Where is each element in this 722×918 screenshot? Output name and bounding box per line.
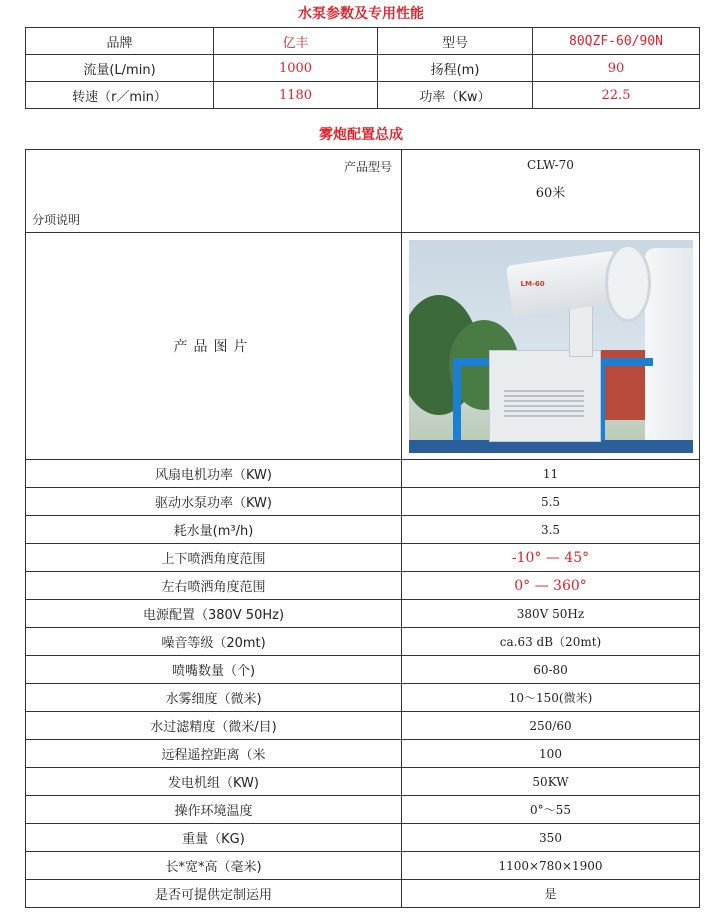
cabinet-vent <box>504 390 584 418</box>
spec-value: 0°～55 <box>402 796 700 824</box>
table-row <box>26 656 700 684</box>
image-label-cell <box>26 233 402 460</box>
table-row <box>26 824 700 852</box>
spec-label: 远程遥控距离（米 <box>26 740 402 768</box>
spec-label: 水雾细度（微米) <box>26 684 402 712</box>
head-label: 扬程(m) <box>378 55 533 82</box>
spec-value: 11 <box>402 460 700 488</box>
table-row <box>26 28 700 55</box>
spec-value: 是 <box>402 880 700 908</box>
table-row <box>26 796 700 824</box>
table-row <box>26 684 700 712</box>
image-cell <box>402 233 700 460</box>
cannon-fan-outlet <box>605 244 651 322</box>
table-row <box>26 768 700 796</box>
spec-value: 1100×780×1900 <box>402 852 700 880</box>
spec-label: 发电机组（KW) <box>26 768 402 796</box>
table-row <box>26 880 700 908</box>
speed-value: 1180 <box>214 82 378 109</box>
spec-value: 60-80 <box>402 656 700 684</box>
product-photo <box>409 240 693 453</box>
header-right-cell <box>402 150 700 233</box>
product-model-label: 产品型号 <box>343 160 392 174</box>
power-label: 功率（Kw） <box>378 82 533 109</box>
spec-label: 重量（KG) <box>26 824 402 852</box>
product-model-value: CLW-70 <box>527 158 574 172</box>
spec-value: 380V 50Hz <box>402 600 700 628</box>
spec-value: 0° — 360° <box>402 572 700 600</box>
flow-value: 1000 <box>214 55 378 82</box>
product-image-label: 产品图片 <box>173 339 254 355</box>
spec-value: 250/60 <box>402 712 700 740</box>
fog-cannon-config-table <box>25 149 700 908</box>
blue-frame-left <box>453 358 461 453</box>
spec-value: ca.63 dB（20mt) <box>402 628 700 656</box>
header-row <box>26 150 700 233</box>
spec-label: 耗水量(m³/h) <box>26 516 402 544</box>
item-description-label: 分项说明 <box>32 213 81 227</box>
spec-label: 水过滤精度（微米/目) <box>26 712 402 740</box>
spec-label: 上下喷洒角度范围 <box>26 544 402 572</box>
flow-label: 流量(L/min) <box>26 55 214 82</box>
table-row <box>26 55 700 82</box>
table-row <box>26 544 700 572</box>
table-row <box>26 460 700 488</box>
spec-label: 噪音等级（20mt) <box>26 628 402 656</box>
spec-label: 左右喷洒角度范围 <box>26 572 402 600</box>
model-value: 80QZF-60/90N <box>533 28 700 55</box>
spec-value: 50KW <box>402 768 700 796</box>
spec-label: 喷嘴数量（个) <box>26 656 402 684</box>
table-row <box>26 82 700 109</box>
table-row <box>26 712 700 740</box>
brand-value: 亿丰 <box>214 28 378 55</box>
range-value: 60米 <box>535 186 566 201</box>
table-row <box>26 852 700 880</box>
spec-value: 3.5 <box>402 516 700 544</box>
pump-parameters-table <box>25 27 700 109</box>
cannon-brand-text: LM-60 <box>520 279 545 288</box>
spec-label: 操作环境温度 <box>26 796 402 824</box>
table-row <box>26 572 700 600</box>
table-row <box>26 488 700 516</box>
power-value: 22.5 <box>533 82 700 109</box>
spec-value: 350 <box>402 824 700 852</box>
head-value: 90 <box>533 55 700 82</box>
table-row <box>26 628 700 656</box>
speed-label: 转速（r／min） <box>26 82 214 109</box>
header-left-cell <box>26 150 402 233</box>
spec-value: 10～150(微米) <box>402 684 700 712</box>
table-row <box>26 516 700 544</box>
pump-section-title: 水泵参数及专用性能 <box>298 6 424 22</box>
spec-value: 5.5 <box>402 488 700 516</box>
image-row <box>26 233 700 460</box>
spec-label: 风扇电机功率（KW) <box>26 460 402 488</box>
spec-label: 是否可提供定制运用 <box>26 880 402 908</box>
spec-label: 长*宽*高（毫米) <box>26 852 402 880</box>
spec-label: 驱动水泵功率（KW) <box>26 488 402 516</box>
spec-label: 电源配置（380V 50Hz) <box>26 600 402 628</box>
spec-rows <box>26 460 700 908</box>
table-row <box>26 600 700 628</box>
fog-section-title: 雾炮配置总成 <box>319 127 403 143</box>
spec-value: -10° — 45° <box>402 544 700 572</box>
brand-label: 品牌 <box>26 28 214 55</box>
truck-tank <box>645 248 693 448</box>
table-row <box>26 740 700 768</box>
model-label: 型号 <box>378 28 533 55</box>
spec-value: 100 <box>402 740 700 768</box>
